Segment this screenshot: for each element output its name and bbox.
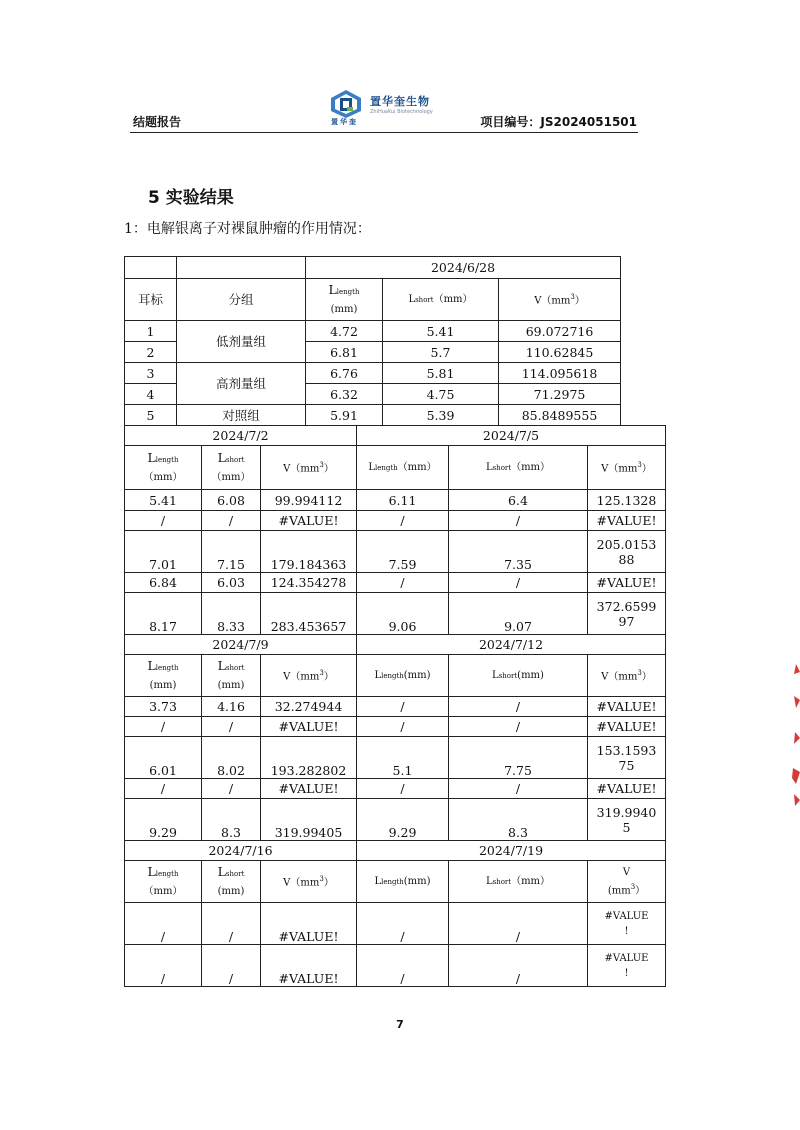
table-cell: /: [125, 903, 202, 945]
table-cell: 8.3: [449, 799, 588, 841]
table-cell: 110.62845: [499, 342, 621, 363]
logo-name: 置华奎生物: [370, 95, 430, 108]
table-cell: 124.354278: [261, 573, 357, 593]
table-cell: 32.274944: [261, 697, 357, 717]
table-cell: 99.994112: [261, 490, 357, 511]
table-cell: 319.9940 5: [588, 799, 666, 841]
col-short: Lshort(mm): [449, 655, 588, 697]
table-cell: 1: [125, 321, 177, 342]
table-cell: #VALUE !: [588, 945, 666, 987]
col-volume: $V(mm^3)$: [261, 861, 357, 903]
logo-mark-icon: [328, 89, 364, 119]
col-volume: $V(mm^3)$: [588, 446, 666, 490]
table-cell: 6.03: [202, 573, 261, 593]
table-cell: 283.453657: [261, 593, 357, 635]
table-cell: /: [357, 511, 449, 531]
table-cell: /: [449, 945, 588, 987]
col-volume: V $(mm^3)$: [588, 861, 666, 903]
table-cell: /: [357, 697, 449, 717]
table-cell: 372.6599 97: [588, 593, 666, 635]
table-cell: 6.81: [306, 342, 383, 363]
table-cell: 153.1593 75: [588, 737, 666, 779]
table-cell: 6.76: [306, 363, 383, 384]
col-length: Llength(mm): [357, 655, 449, 697]
logo-english: ZhiHuaKui Biotechnology: [370, 109, 433, 115]
table-cell: /: [202, 511, 261, 531]
table-cell: /: [357, 779, 449, 799]
col-length: Llength （mm）: [125, 861, 202, 903]
table-cell: /: [449, 511, 588, 531]
table-cell: 4: [125, 384, 177, 405]
table-cell: /: [449, 903, 588, 945]
table-cell: 7.59: [357, 531, 449, 573]
table-cell: 6.11: [357, 490, 449, 511]
col-length: Llength（mm）: [357, 446, 449, 490]
tumor-table-baseline: [124, 256, 621, 426]
table-cell: /: [125, 779, 202, 799]
table-cell: 7.15: [202, 531, 261, 573]
table-cell: /: [202, 945, 261, 987]
header-right: 项目编号：JS2024051501: [480, 115, 637, 129]
table-cell: 125.1328: [588, 490, 666, 511]
group-cell: 对照组: [177, 405, 306, 426]
table-cell: /: [125, 511, 202, 531]
date-header: 2024/7/5: [357, 426, 666, 446]
table-cell: 71.2975: [499, 384, 621, 405]
header-rule: [130, 132, 638, 133]
table-cell: 3: [125, 363, 177, 384]
group-cell: 低剂量组: [177, 321, 306, 363]
table-cell: 193.282802: [261, 737, 357, 779]
table-cell: 9.06: [357, 593, 449, 635]
table-cell: 85.8489555: [499, 405, 621, 426]
col-length: Llength (mm): [306, 279, 383, 321]
section-title: 5 实验结果: [148, 188, 234, 208]
date-header: 2024/7/19: [357, 841, 666, 861]
date-header: 2024/7/16: [125, 841, 357, 861]
table-cell: 4.75: [383, 384, 499, 405]
tumor-table-followup: [124, 425, 666, 987]
col-length: Llength （mm）: [125, 446, 202, 490]
col-volume: $V(mm^3)$: [499, 279, 621, 321]
date-header: 2024/7/2: [125, 426, 357, 446]
table-cell: 8.3: [202, 799, 261, 841]
table-cell: 5.91: [306, 405, 383, 426]
table-cell: #VALUE!: [588, 511, 666, 531]
table-cell: 4.72: [306, 321, 383, 342]
col-volume: $V(mm^3)$: [588, 655, 666, 697]
table-cell: #VALUE!: [588, 697, 666, 717]
table-cell: 114.095618: [499, 363, 621, 384]
table-cell: /: [357, 903, 449, 945]
table-cell: 5.41: [125, 490, 202, 511]
table-cell: 5: [125, 405, 177, 426]
table-cell: /: [357, 945, 449, 987]
col-volume: $V(mm^3)$: [261, 655, 357, 697]
table-cell: /: [449, 779, 588, 799]
table-cell: 6.08: [202, 490, 261, 511]
table-cell: 69.072716: [499, 321, 621, 342]
col-group: 分组: [177, 279, 306, 321]
logo: [328, 89, 433, 119]
table-cell: /: [202, 903, 261, 945]
table-cell: 6.4: [449, 490, 588, 511]
table-cell: /: [449, 717, 588, 737]
table-cell: 5.41: [383, 321, 499, 342]
table-cell: 6.01: [125, 737, 202, 779]
col-volume: $V(mm^3)$: [261, 446, 357, 490]
page-number: 7: [396, 1018, 404, 1031]
col-short: Lshort (mm): [202, 655, 261, 697]
col-length: Llength (mm): [125, 655, 202, 697]
table-cell: 5.81: [383, 363, 499, 384]
col-short: Lshort （mm）: [202, 446, 261, 490]
table-cell: #VALUE!: [261, 903, 357, 945]
table-cell: 5.1: [357, 737, 449, 779]
table-cell: 8.33: [202, 593, 261, 635]
table-cell: #VALUE!: [261, 511, 357, 531]
subtitle: 1：电解银离子对裸鼠肿瘤的作用情况：: [124, 221, 371, 237]
table-cell: 2: [125, 342, 177, 363]
table-cell: 6.84: [125, 573, 202, 593]
table-cell: 205.0153 88: [588, 531, 666, 573]
header-left: 结题报告: [133, 115, 182, 129]
table-cell: 8.02: [202, 737, 261, 779]
table-cell: 3.73: [125, 697, 202, 717]
col-ear-tag: 耳标: [125, 279, 177, 321]
col-short: Lshort（mm）: [383, 279, 499, 321]
col-short: Lshort (mm): [202, 861, 261, 903]
col-short: Lshort（mm）: [449, 861, 588, 903]
table-cell: 7.01: [125, 531, 202, 573]
table-cell: /: [449, 573, 588, 593]
col-short: Lshort（mm）: [449, 446, 588, 490]
table-cell: #VALUE!: [261, 779, 357, 799]
table-cell: 7.35: [449, 531, 588, 573]
table-cell: 9.07: [449, 593, 588, 635]
date-header: 2024/7/9: [125, 635, 357, 655]
table-cell: /: [202, 779, 261, 799]
table-cell: #VALUE !: [588, 903, 666, 945]
table-cell: 7.75: [449, 737, 588, 779]
table-cell: /: [202, 717, 261, 737]
table-cell: #VALUE!: [261, 717, 357, 737]
table-cell: /: [449, 697, 588, 717]
table-cell: 5.39: [383, 405, 499, 426]
table-cell: /: [125, 945, 202, 987]
table-cell: 9.29: [357, 799, 449, 841]
logo-subtext: 置华奎: [331, 117, 358, 126]
seal-fragment-icon: [790, 660, 800, 810]
col-length: Llength(mm): [357, 861, 449, 903]
table-cell: #VALUE!: [261, 945, 357, 987]
table-cell: 179.184363: [261, 531, 357, 573]
table-cell: 6.32: [306, 384, 383, 405]
table-cell: #VALUE!: [588, 573, 666, 593]
date-header: 2024/7/12: [357, 635, 666, 655]
table-cell: 9.29: [125, 799, 202, 841]
table-cell: 4.16: [202, 697, 261, 717]
date-header: 2024/6/28: [306, 257, 621, 279]
table-cell: /: [357, 573, 449, 593]
table-cell: #VALUE!: [588, 779, 666, 799]
table-cell: /: [357, 717, 449, 737]
table-cell: 319.99405: [261, 799, 357, 841]
table-cell: /: [125, 717, 202, 737]
table-cell: #VALUE!: [588, 717, 666, 737]
group-cell: 高剂量组: [177, 363, 306, 405]
table-cell: 5.7: [383, 342, 499, 363]
table-cell: 8.17: [125, 593, 202, 635]
